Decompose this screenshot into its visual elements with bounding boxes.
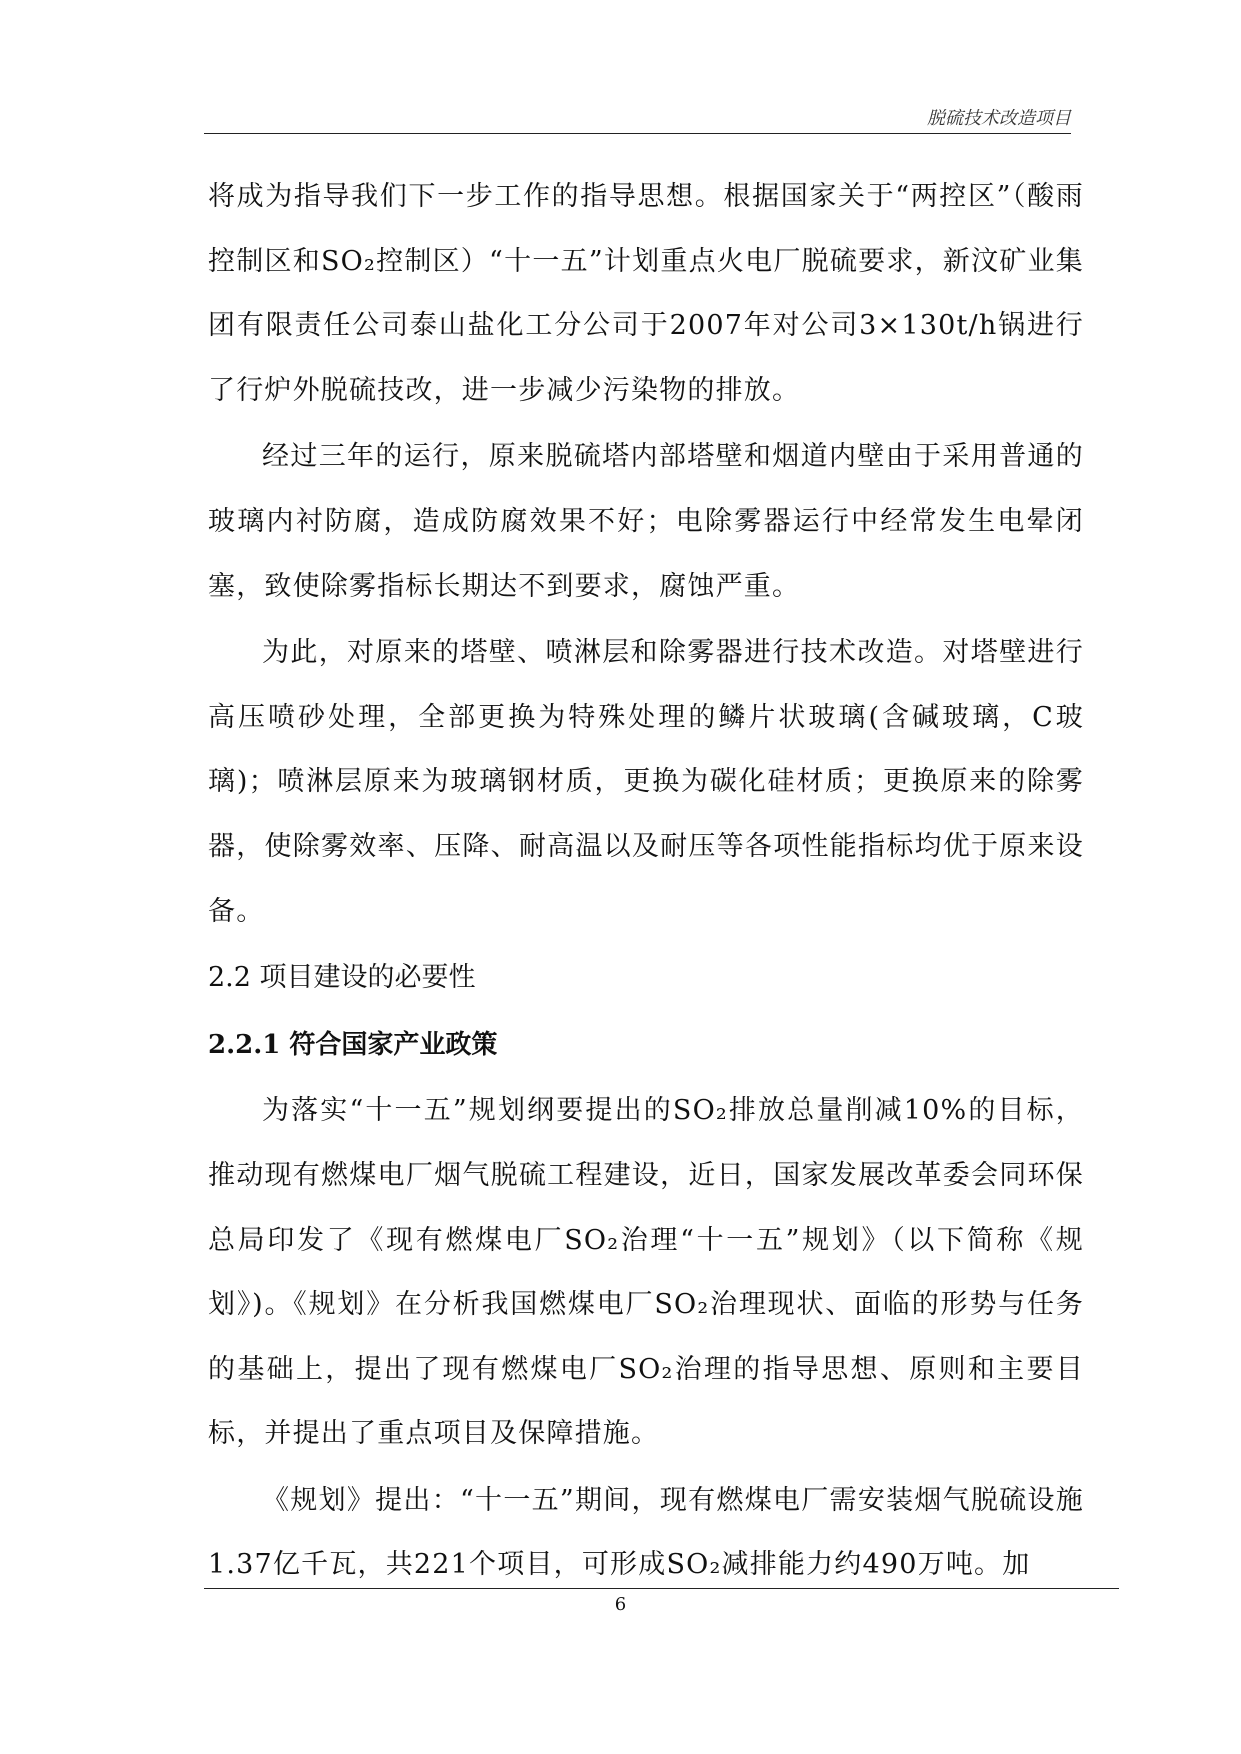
paragraph-plan-targets: 《规划》提出：“十一五”期间，现有燃煤电厂需安装烟气脱硫设施1.37亿千瓦，共221个项目，可形成SO₂减排能力约490万吨。加 — [208, 1484, 1084, 1581]
page-body — [208, 165, 1084, 1600]
paragraph-technical-retrofit: 为此，对原来的塔壁、喷淋层和除雾器进行技术改造。对塔壁进行高压喷砂处理，全部更换为特殊处理的鳞片状玻璃(含碱玻璃，C玻璃)；喷淋层原来为玻璃钢材质，更换为碳化硅材质；更换原来的除雾器，使除雾效率、压降、耐高温以及耐压等各项性能指标均优于原来设备。 — [208, 637, 1084, 927]
header-rule — [204, 133, 1071, 134]
page-number: 6 — [614, 1594, 627, 1615]
running-header-title: 脱硫技术改造项目 — [927, 108, 1071, 129]
footer-rule — [204, 1588, 1119, 1589]
paragraph-continuation: 将成为指导我们下一步工作的指导思想。根据国家关于“两控区”（酸雨控制区和SO₂控制区）“十一五”计划重点火电厂脱硫要求，新汶矿业集团有限责任公司泰山盐化工分公司于2007年对公司3×130t/h锅进行了行炉外脱硫技改，进一步减少污染物的排放。 — [208, 181, 1084, 406]
paragraph-policy: 为落实“十一五”规划纲要提出的SO₂排放总量削减10%的目标，推动现有燃煤电厂烟气脱硫工程建设，近日，国家发展改革委会同环保总局印发了《现有燃煤电厂SO₂治理“十一五”规划》（以下简称《规划》)。《规划》在分析我国燃煤电厂SO₂治理现状、面临的形势与任务的基础上，提出了现有燃煤电厂SO₂治理的指导思想、原则和主要目标，并提出了重点项目及保障措施。 — [208, 1095, 1084, 1450]
subsection-heading: 2.2.1 符合国家产业政策 — [208, 1029, 498, 1060]
section-heading: 2.2 项目建设的必要性 — [208, 962, 476, 994]
paragraph-operation-problems: 经过三年的运行，原来脱硫塔内部塔壁和烟道内壁由于采用普通的玻璃内衬防腐，造成防腐效果不好；电除雾器运行中经常发生电晕闭塞，致使除雾指标长期达不到要求，腐蚀严重。 — [208, 441, 1084, 602]
